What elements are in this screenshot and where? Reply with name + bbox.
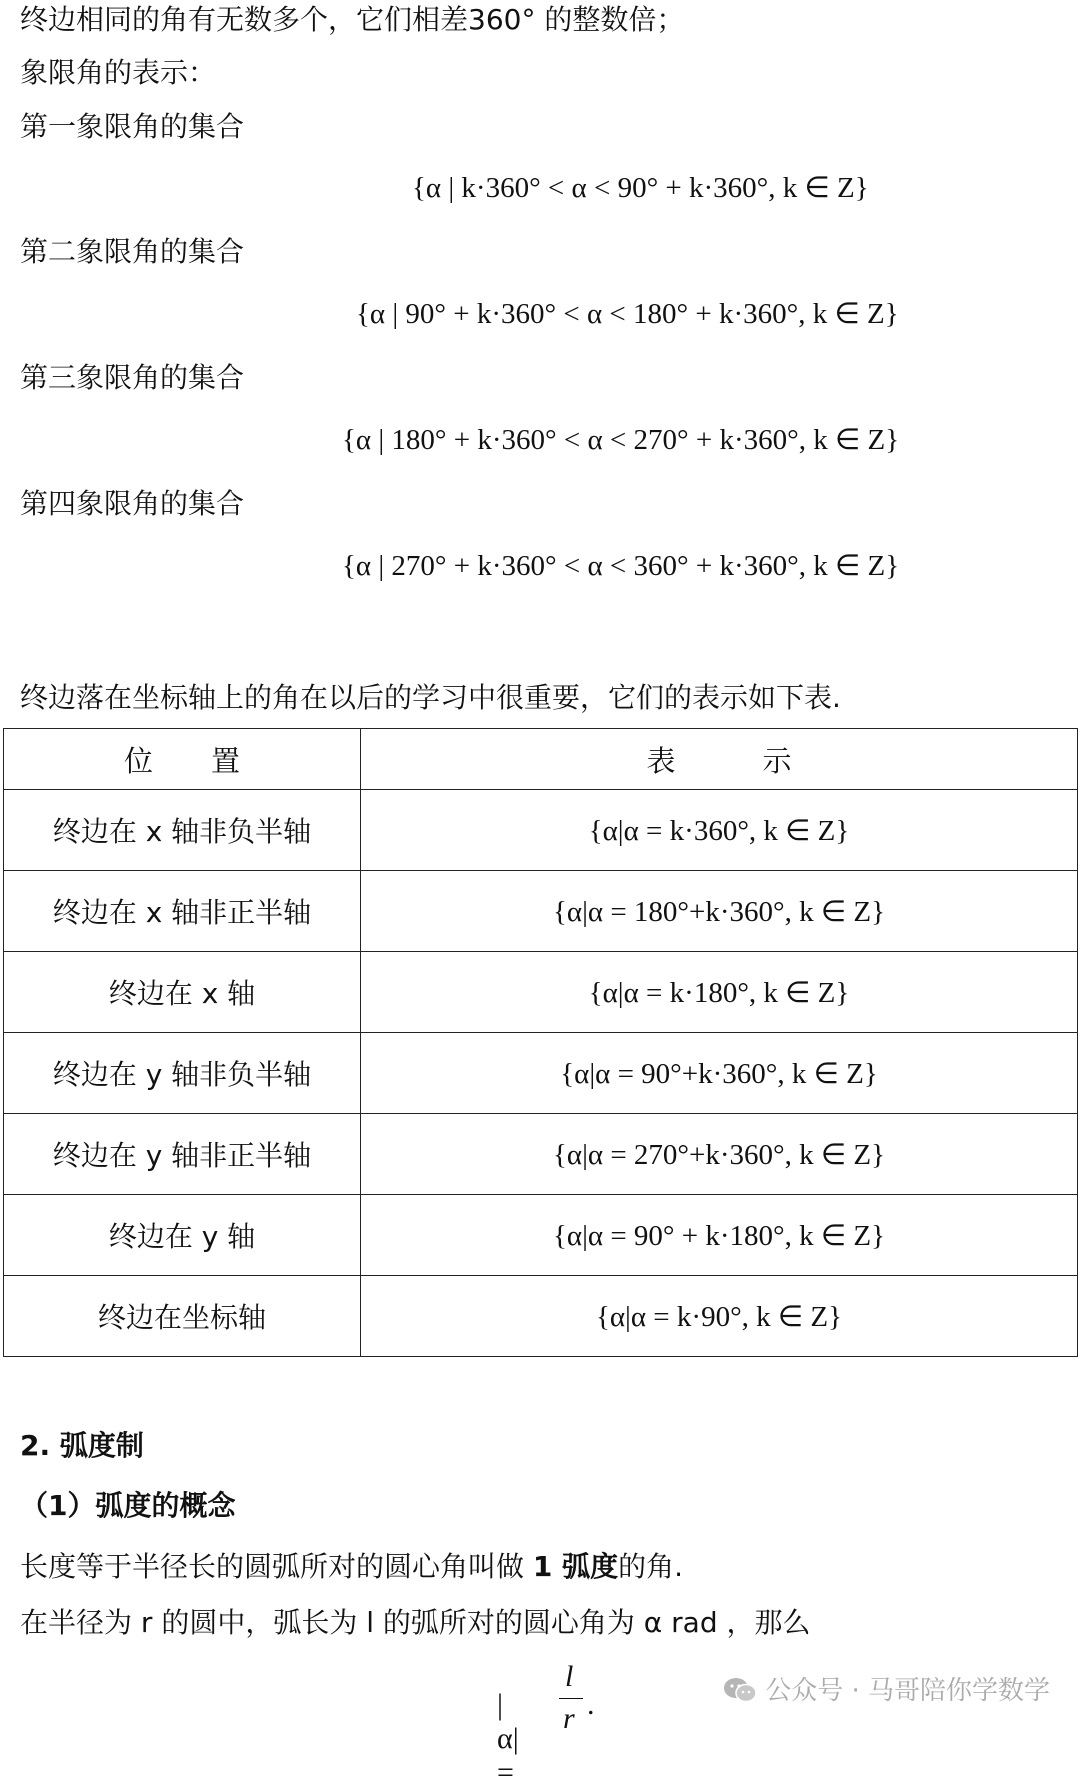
- definition-bold: 1 弧度: [532, 1550, 619, 1583]
- watermark-text: 公众号 · 马哥陪你学数学: [765, 1676, 1050, 1706]
- axis-angle-table: [3, 728, 1078, 1357]
- row-position: 终边在 y 轴非正半轴: [4, 1114, 361, 1195]
- table-row: [4, 1114, 1078, 1195]
- formula-numerator: l: [565, 1660, 574, 1693]
- quadrant-2-formula: {α | 90° + k·360° < α < 180° + k·360°, k ∈ Z}: [356, 298, 899, 330]
- table-row: [4, 952, 1078, 1033]
- intro-line-1: 终边相同的角有无数多个，它们相差360° 的整数倍；: [20, 3, 685, 36]
- row-expression: {α|α = k·180°, k ∈ Z}: [361, 952, 1078, 1033]
- table-row: [4, 1033, 1078, 1114]
- watermark: [723, 1670, 1050, 1707]
- formula-period: .: [587, 1688, 595, 1721]
- row-expression: {α|α = k·360°, k ∈ Z}: [361, 790, 1078, 871]
- header-position: 位 置: [4, 729, 361, 790]
- header-expression: 表 示: [361, 729, 1078, 790]
- section-title: 2. 弧度制: [20, 1429, 144, 1462]
- quadrant-3-label: 第三象限角的集合: [20, 361, 245, 394]
- row-position: 终边在坐标轴: [4, 1276, 361, 1357]
- row-expression: {α|α = 90°+k·360°, k ∈ Z}: [361, 1033, 1078, 1114]
- quadrant-1-formula: {α | k·360° < α < 90° + k·360°, k ∈ Z}: [412, 172, 869, 204]
- definition-line: [20, 1547, 683, 1587]
- row-expression: {α|α = k·90°, k ∈ Z}: [361, 1276, 1078, 1357]
- row-expression: {α|α = 270°+k·360°, k ∈ Z}: [361, 1114, 1078, 1195]
- radius-sentence: 在半径为 r 的圆中，弧长为 l 的弧所对的圆心角为 α rad ，那么: [20, 1606, 811, 1639]
- row-position: 终边在 y 轴: [4, 1195, 361, 1276]
- row-expression: {α|α = 90° + k·180°, k ∈ Z}: [361, 1195, 1078, 1276]
- row-position: 终边在 x 轴非正半轴: [4, 871, 361, 952]
- definition-end: 的角.: [618, 1550, 684, 1583]
- definition-text: 长度等于半径长的圆弧所对的圆心角叫做: [20, 1550, 533, 1583]
- quadrant-1-label: 第一象限角的集合: [20, 110, 245, 143]
- table-row: [4, 1195, 1078, 1276]
- row-position: 终边在 y 轴非负半轴: [4, 1033, 361, 1114]
- row-position: 终边在 x 轴非负半轴: [4, 790, 361, 871]
- table-header-row: [4, 729, 1078, 790]
- table-row: [4, 871, 1078, 952]
- fraction-bar: [559, 1698, 583, 1699]
- section-subtitle: （1）弧度的概念: [20, 1489, 236, 1522]
- quadrant-4-formula: {α | 270° + k·360° < α < 360° + k·360°, k ∈ Z}: [342, 550, 900, 582]
- quadrant-4-label: 第四象限角的集合: [20, 487, 245, 520]
- formula-denominator: r: [563, 1702, 575, 1735]
- wechat-icon: [723, 1677, 757, 1703]
- intro-line-2: 象限角的表示：: [20, 56, 217, 89]
- table-row: [4, 790, 1078, 871]
- table-row: [4, 1276, 1078, 1357]
- row-position: 终边在 x 轴: [4, 952, 361, 1033]
- row-expression: {α|α = 180°+k·360°, k ∈ Z}: [361, 871, 1078, 952]
- axis-intro: 终边落在坐标轴上的角在以后的学习中很重要，它们的表示如下表.: [20, 681, 841, 714]
- quadrant-3-formula: {α | 180° + k·360° < α < 270° + k·360°, k ∈ Z}: [342, 424, 900, 456]
- quadrant-2-label: 第二象限角的集合: [20, 235, 245, 268]
- formula-lhs: |α| =: [497, 1688, 519, 1789]
